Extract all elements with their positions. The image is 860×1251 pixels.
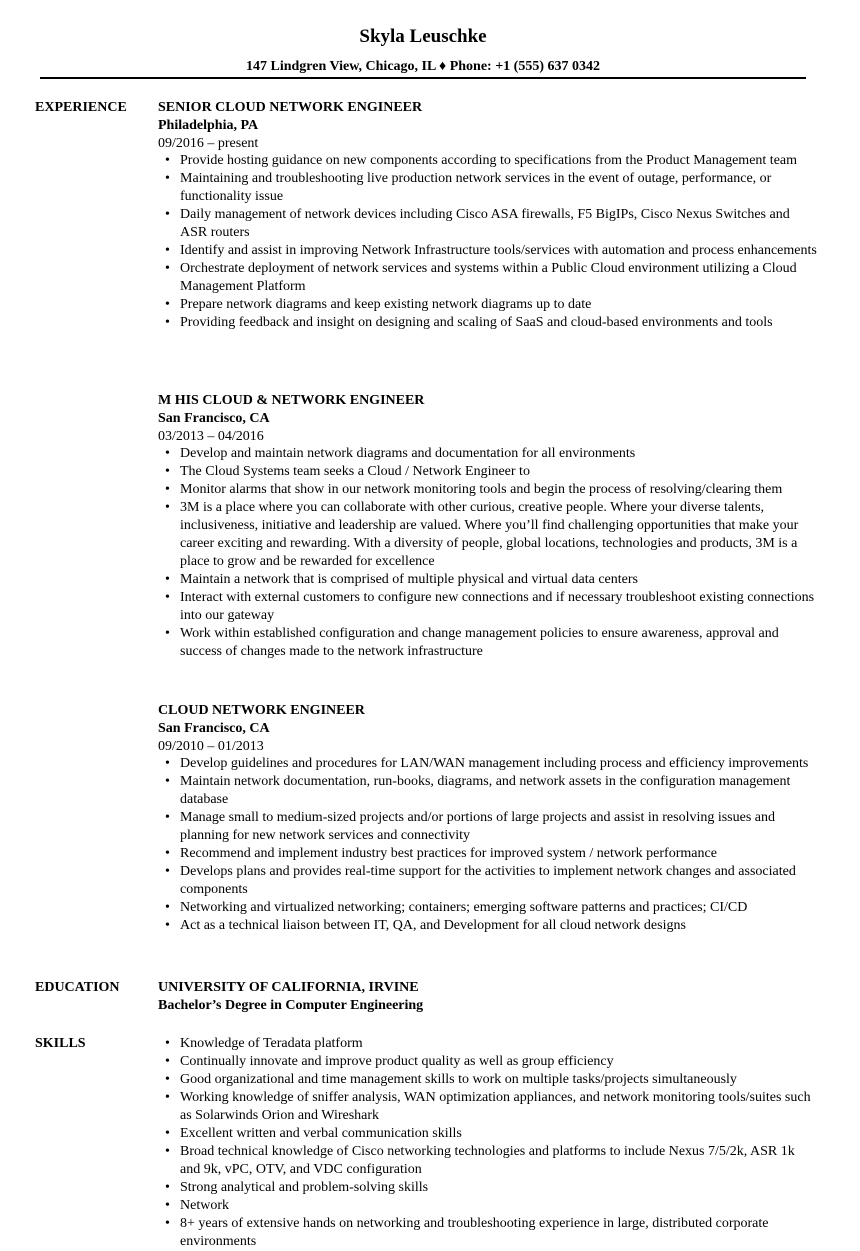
section-label-education: EDUCATION [35,980,120,995]
list-item: • 8+ years of extensive hands on networking and troubleshooting experience in large, distributed corporate environments [158,1215,818,1251]
list-item: • Provide hosting guidance on new components according to specifications from the Product Management team [158,152,818,170]
list-item: • Working knowledge of sniffer analysis, WAN optimization appliances, and network monitoring tools/suites such as Solarwinds Orion and Wireshark [158,1089,818,1125]
list-item: • Network [158,1197,818,1215]
list-item: • Maintaining and troubleshooting live production network services in the event of outage, performance, or functionality issue [158,170,818,206]
contact-line: 147 Lindgren View, Chicago, IL ♦ Phone: +1 (555) 637 0342 [246,59,600,74]
list-item: • Maintain network documentation, run-books, diagrams, and network assets in the configuration management database [158,773,818,809]
list-item: • Monitor alarms that show in our network monitoring tools and begin the process of resolving/clearing them [158,481,818,499]
job-bullets [158,755,818,935]
education-degree: Bachelor’s Degree in Computer Engineering [158,998,424,1013]
section-label-experience: EXPERIENCE [35,100,127,115]
section-label-skills: SKILLS [35,1036,86,1051]
skills-list [158,1035,818,1251]
list-item: • 3M is a place where you can collaborate with other curious, creative people. Where your diverse talents, inclusiveness, initiative and leadership are valued. Where you’ll find challenging opportunities that make your career exciting and rewarding. With a diversity of people, global locations, technologies and products, 3M is a place to grow and be rewarded for excellence [158,499,818,571]
job-title: M HIS CLOUD & NETWORK ENGINEER [158,393,425,408]
job-entry [158,99,818,332]
job-location: Philadelphia, PA [158,118,259,133]
education-entry [158,979,818,1015]
list-item: • Good organizational and time management skills to work on multiple tasks/projects simultaneously [158,1071,818,1089]
list-item: • Recommend and implement industry best practices for improved system / network performance [158,845,818,863]
job-dates: 03/2013 – 04/2016 [158,429,264,444]
job-dates: 09/2016 – present [158,136,259,151]
job-dates: 09/2010 – 01/2013 [158,739,264,754]
job-entry [158,392,818,661]
list-item: • Networking and virtualized networking; containers; emerging software patterns and practices; CI/CD [158,899,818,917]
job-title: CLOUD NETWORK ENGINEER [158,703,365,718]
list-item: • The Cloud Systems team seeks a Cloud / Network Engineer to [158,463,818,481]
job-location: San Francisco, CA [158,411,270,426]
list-item: • Providing feedback and insight on designing and scaling of SaaS and cloud-based environments and tools [158,314,818,332]
header-divider [40,77,806,79]
list-item: • Prepare network diagrams and keep existing network diagrams up to date [158,296,818,314]
list-item: • Work within established configuration and change management policies to ensure awareness, approval and success of changes made to the network infrastructure [158,625,818,661]
list-item: • Continually innovate and improve product quality as well as group efficiency [158,1053,818,1071]
job-entry [158,702,818,935]
list-item: • Knowledge of Teradata platform [158,1035,818,1053]
list-item: • Maintain a network that is comprised of multiple physical and virtual data centers [158,571,818,589]
list-item: • Daily management of network devices including Cisco ASA firewalls, F5 BigIPs, Cisco Nexus Switches and ASR routers [158,206,818,242]
list-item: • Manage small to medium-sized projects and/or portions of large projects and assist in resolving issues and planning for new network services and connectivity [158,809,818,845]
list-item: • Develop guidelines and procedures for LAN/WAN management including process and efficiency improvements [158,755,818,773]
education-school: UNIVERSITY OF CALIFORNIA, IRVINE [158,980,419,995]
list-item: • Excellent written and verbal communication skills [158,1125,818,1143]
job-bullets [158,445,818,661]
list-item: • Orchestrate deployment of network services and systems within a Public Cloud environment utilizing a Cloud Management Platform [158,260,818,296]
list-item: • Develop and maintain network diagrams and documentation for all environments [158,445,818,463]
list-item: • Identify and assist in improving Network Infrastructure tools/services with automation and process enhancements [158,242,818,260]
skills-bullets [158,1035,818,1251]
job-location: San Francisco, CA [158,721,270,736]
job-bullets [158,152,818,332]
list-item: • Interact with external customers to configure new connections and if necessary troubleshoot existing connections into our gateway [158,589,818,625]
list-item: • Develops plans and provides real-time support for the activities to implement network changes and associated components [158,863,818,899]
job-title: SENIOR CLOUD NETWORK ENGINEER [158,100,423,115]
list-item: • Act as a technical liaison between IT, QA, and Development for all cloud network designs [158,917,818,935]
resume-name: Skyla Leuschke [359,26,487,47]
list-item: • Broad technical knowledge of Cisco networking technologies and platforms to include Nexus 7/5/2k, ASR 1k and 9k, vPC, OTV, and VDC configuration [158,1143,818,1179]
list-item: • Strong analytical and problem-solving skills [158,1179,818,1197]
